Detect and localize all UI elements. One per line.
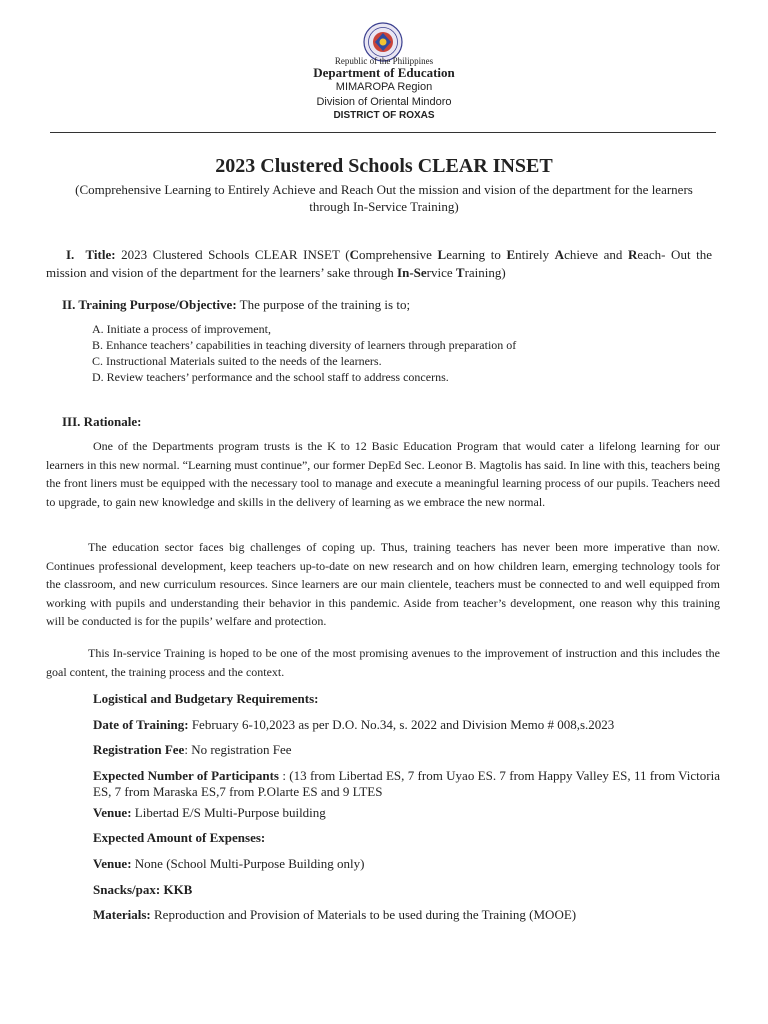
requirements-heading <box>93 691 720 707</box>
republic-line: Republic of the Philippines <box>334 56 434 66</box>
expected-expenses-heading <box>93 830 720 846</box>
acronym-letter: A <box>554 247 565 262</box>
section-text: The purpose of the training is to; <box>236 297 411 312</box>
section-purpose <box>62 296 712 314</box>
date-of-training <box>93 717 720 733</box>
acronym-letter: R <box>627 247 638 262</box>
text-run: earning to <box>446 247 507 262</box>
text-run: each- Out the mission and vision of the department for the learners’ sake through <box>46 247 713 280</box>
section-label: III. Rationale: <box>62 414 142 429</box>
text-run: ntirely <box>515 247 555 262</box>
snacks-per-pax <box>93 882 720 898</box>
field-label: Snacks/pax: <box>93 882 161 897</box>
text-run: 2023 Clustered Schools CLEAR INSET ( <box>115 247 350 262</box>
list-item: D. Review teachers’ performance and the school staff to address concerns. <box>92 370 449 384</box>
field-label: Expected Number of Participants <box>93 768 279 783</box>
acronym-letter: In-Se <box>397 265 427 280</box>
document-title: 2023 Clustered Schools CLEAR INSET <box>215 155 553 177</box>
field-value: Libertad E/S Multi-Purpose building <box>131 805 326 820</box>
rationale-paragraph: The education sector faces big challenges of coping up. Thus, training teachers has never been more imperative than now. Continues professional development, keep teachers up-to-date on new research and on how children learn, emerging technology tools for the classroom, and new curriculum resources. Since learners are our main clientele, teachers must be connected to and well equipped from working with pupils and understanding their behavior in this pandemic. Aside from teacher’s development, one reason why this training will be conducted is for the pupils’ welfare and protection. <box>46 540 720 628</box>
acronym-letter: E <box>506 247 516 262</box>
text-run: raining) <box>464 265 506 280</box>
field-value: : (13 from Libertad ES, 7 from Uyao ES. 7 from Happy Valley ES, 11 from Victoria ES, 7 from Maraska ES,7 from P.Olarte ES and 9 LTES <box>93 768 720 799</box>
document-subtitle: (Comprehensive Learning to Entirely Achieve and Reach Out the mission and vision of the department for the learners through In-Service Training) <box>75 182 693 214</box>
division-name: Division of Oriental Mindoro <box>316 96 452 108</box>
venue-expense <box>93 856 720 872</box>
field-label: Venue: <box>93 856 132 871</box>
venue <box>93 805 720 821</box>
acronym-letter: T <box>455 265 465 280</box>
rationale-paragraph: This In-service Training is hoped to be one of the most promising avenues to the improvement of instruction and this includes the goal content, the training process and the context. <box>46 646 720 679</box>
field-label: Date of Training: <box>93 717 189 732</box>
list-item: B. Enhance teachers’ capabilities in teaching diversity of learners through preparation of <box>92 338 517 352</box>
field-label: Venue: <box>93 805 132 820</box>
acronym-letter: L <box>437 247 447 262</box>
region-name: MIMAROPA Region <box>335 81 433 93</box>
field-value: None (School Multi-Purpose Building only) <box>131 856 365 871</box>
list-item: A. Initiate a process of improvement, <box>92 322 271 336</box>
district-name: DISTRICT OF ROXAS <box>333 110 435 121</box>
field-label: Expected Amount of Expenses: <box>93 830 266 845</box>
expected-participants <box>93 768 720 800</box>
list-item: C. Instructional Materials suited to the needs of the learners. <box>92 354 382 368</box>
text-run: omprehensive <box>359 247 438 262</box>
department-name: Department of Education <box>313 65 455 80</box>
text-run: chieve and <box>564 247 628 262</box>
field-label: Registration Fee <box>93 742 185 757</box>
field-value: February 6-10,2023 as per D.O. No.34, s. 2022 and Division Memo # 008,s.2023 <box>188 717 615 732</box>
acronym-letter: C <box>349 247 360 262</box>
registration-fee <box>93 742 720 758</box>
field-value: Reproduction and Provision of Materials to be used during the Training (MOOE) <box>150 907 577 922</box>
text-run: rvice <box>426 265 456 280</box>
section-rationale <box>62 413 712 431</box>
field-value: : No registration Fee <box>184 742 292 757</box>
objective-list <box>92 321 712 385</box>
field-label: Materials: <box>93 907 151 922</box>
section-label: Title: <box>85 247 116 262</box>
materials <box>93 907 720 923</box>
heading-text: Logistical and Budgetary Requirements: <box>93 691 319 706</box>
field-value: KKB <box>160 882 193 897</box>
section-label: II. Training Purpose/Objective: <box>62 297 237 312</box>
header-divider <box>50 132 716 133</box>
section-number: I. <box>66 247 75 262</box>
section-title <box>46 246 712 282</box>
rationale-paragraph: One of the Departments program trusts is the K to 12 Basic Education Program that would cater a lifelong learning for our learners in this new normal. “Learning must continue”, our former DepEd Sec. Leonor B. Magtolis has said. In line with this, teachers being the front liners must be equipped with the necessary tool to manage and execute a meaningful learning process of our pupils. Teachers need to upgrade, to gain new knowledge and skills in the delivery of learning as we embrace the new normal. <box>46 439 720 509</box>
